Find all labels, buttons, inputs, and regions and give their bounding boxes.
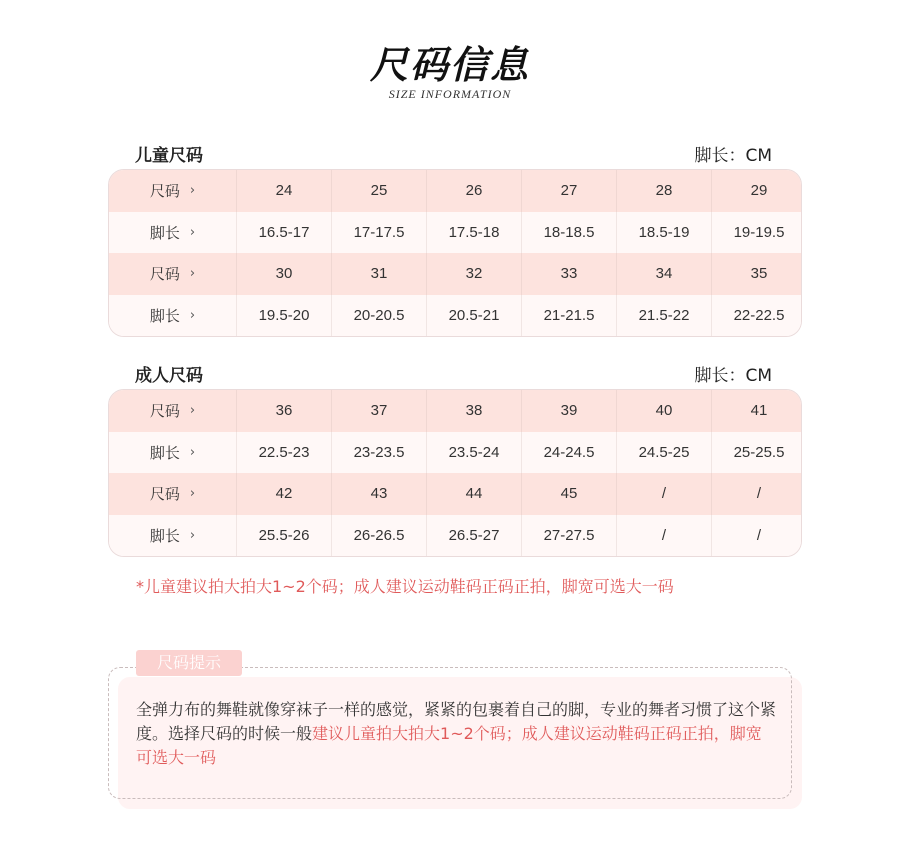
row-label: 脚长 › [149, 526, 196, 545]
chevron-right-icon: › [189, 486, 196, 502]
table-cell: 23-23.5 [331, 432, 426, 474]
table-cell: 22-22.5 [711, 295, 802, 337]
table-cell: 26-26.5 [331, 515, 426, 557]
table-row [109, 295, 801, 337]
table-cell: 26.5-27 [426, 515, 521, 557]
table-cell: 16.5-17 [236, 212, 331, 254]
table-cell: 44 [426, 473, 521, 515]
table-cell: 17.5-18 [426, 212, 521, 254]
table-cell: 18-18.5 [521, 212, 616, 254]
row-label: 脚长 › [149, 306, 196, 325]
table-cell: 28 [616, 170, 711, 212]
table-cell: 32 [426, 253, 521, 295]
table-cell: 35 [711, 253, 802, 295]
children-section-title: 儿童尺码 [135, 146, 203, 166]
table-cell: 33 [521, 253, 616, 295]
tip-tag: 尺码提示 [136, 650, 242, 676]
table-cell: 40 [616, 390, 711, 432]
row-label: 脚长 › [149, 443, 196, 462]
row-label: 尺码 › [149, 402, 196, 421]
table-cell: 31 [331, 253, 426, 295]
table-cell: 42 [236, 473, 331, 515]
chevron-right-icon: › [189, 307, 196, 323]
adults-size-table [108, 389, 802, 557]
table-cell: / [711, 473, 802, 515]
table-cell: 37 [331, 390, 426, 432]
page-title: 尺码信息 [369, 42, 530, 87]
chevron-right-icon: › [189, 183, 196, 199]
tip-text-highlight: 建议儿童拍大拍大1~2个码；成人建议运动鞋码正码正拍，脚宽可选大一码 [136, 724, 762, 767]
table-row [109, 390, 801, 432]
tip-text-plain: 全弹力布的舞鞋就像穿袜子一样的感觉，紧紧的包裹着自己的脚，专业的舞者习惯了这个紧度。选择尺码的时候一般 [136, 700, 777, 743]
table-row [109, 473, 801, 515]
table-row [109, 170, 801, 212]
children-unit-label: 脚长：CM [694, 146, 772, 166]
table-cell: 25-25.5 [711, 432, 802, 474]
table-cell: 45 [521, 473, 616, 515]
table-cell: 17-17.5 [331, 212, 426, 254]
chevron-right-icon: › [189, 224, 196, 240]
table-row [109, 515, 801, 557]
children-size-table [108, 169, 802, 337]
table-cell: 27-27.5 [521, 515, 616, 557]
table-cell: 19-19.5 [711, 212, 802, 254]
table-cell: 20-20.5 [331, 295, 426, 337]
adults-unit-label: 脚长：CM [694, 366, 772, 386]
table-cell: 29 [711, 170, 802, 212]
table-row [109, 253, 801, 295]
table-cell: 21.5-22 [616, 295, 711, 337]
table-cell: 27 [521, 170, 616, 212]
chevron-right-icon: › [189, 403, 196, 419]
table-cell: 24 [236, 170, 331, 212]
table-cell: / [616, 515, 711, 557]
table-row [109, 432, 801, 474]
table-cell: / [616, 473, 711, 515]
table-cell: 30 [236, 253, 331, 295]
table-cell: 25.5-26 [236, 515, 331, 557]
table-cell: 24.5-25 [616, 432, 711, 474]
row-label: 尺码 › [149, 265, 196, 284]
row-label: 尺码 › [149, 485, 196, 504]
table-cell: 24-24.5 [521, 432, 616, 474]
children-section-header [108, 141, 802, 167]
adults-section-header [108, 361, 802, 387]
tip-text [136, 698, 776, 770]
table-cell: 38 [426, 390, 521, 432]
table-cell: 19.5-20 [236, 295, 331, 337]
chevron-right-icon: › [189, 444, 196, 460]
adults-section-title: 成人尺码 [135, 366, 203, 386]
table-cell: 43 [331, 473, 426, 515]
row-label: 尺码 › [149, 182, 196, 201]
table-cell: 18.5-19 [616, 212, 711, 254]
row-label: 脚长 › [149, 223, 196, 242]
table-cell: 36 [236, 390, 331, 432]
chevron-right-icon: › [189, 266, 196, 282]
table-cell: 41 [711, 390, 802, 432]
table-cell: 22.5-23 [236, 432, 331, 474]
table-row [109, 212, 801, 254]
table-cell: 34 [616, 253, 711, 295]
table-cell: 39 [521, 390, 616, 432]
table-cell: 26 [426, 170, 521, 212]
table-cell: / [711, 515, 802, 557]
table-cell: 23.5-24 [426, 432, 521, 474]
chevron-right-icon: › [189, 527, 196, 543]
size-advice-note: *儿童建议拍大拍大1~2个码；成人建议运动鞋码正码正拍，脚宽可选大一码 [136, 577, 674, 596]
table-cell: 25 [331, 170, 426, 212]
page-subtitle: SIZE INFORMATION [388, 87, 512, 101]
table-cell: 21-21.5 [521, 295, 616, 337]
table-cell: 20.5-21 [426, 295, 521, 337]
